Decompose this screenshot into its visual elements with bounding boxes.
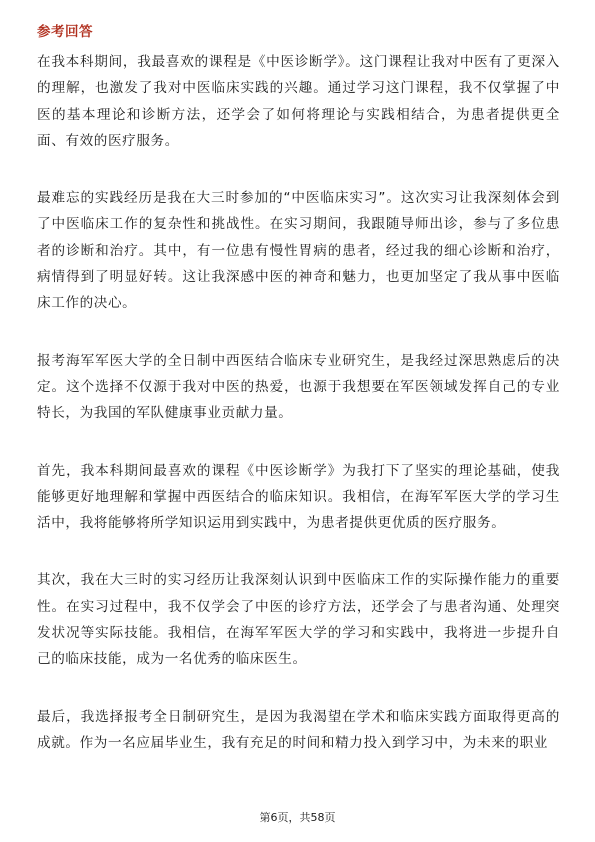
paragraph-favorite-course: 在我本科期间，我最喜欢的课程是《中医诊断学》。这门课程让我对中医有了更深入的理解，也激发了我对中医临床实践的兴趣。通过学习这门课程，我不仅掌握了中医的基本理论和诊断方法，还学会了如何将理论与实践相结合，为患者提供更全面、有效的医疗服务。 — [37, 54, 560, 149]
page-number: 第6页，共58页 — [259, 811, 336, 824]
section-heading: 参考回答 — [37, 24, 93, 40]
paragraph-internship: 最难忘的实践经历是我在大三时参加的“中医临床实习”。这次实习让我深刻体会到了中医临床工作的复杂性和挑战性。在实习期间，我跟随导师出诊，参与了多位患者的诊断和治疗。其中，有一位患有慢性胃病的患者，经过我的细心诊断和治疗，病情得到了明显好转。这让我深感中医的神奇和魅力，也更加坚定了我从事中医临床工作的决心。 — [37, 190, 560, 312]
paragraph-last-reason: 最后，我选择报考全日制研究生，是因为我渴望在学术和临床实践方面取得更高的成就。作为一名应届毕业生，我有充足的时间和精力投入到学习中，为未来的职业 — [37, 708, 560, 751]
answer-body — [37, 49, 560, 756]
paragraph-second-reason: 其次，我在大三时的实习经历让我深刻认识到中医临床工作的实际操作能力的重要性。在实习过程中，我不仅学会了中医的诊疗方法，还学会了与患者沟通、处理突发状况等实际技能。我相信，在海军军医大学的学习和实践中，我将进一步提升自己的临床技能，成为一名优秀的临床医生。 — [37, 572, 560, 668]
paragraph-application-decision: 报考海军军医大学的全日制中西医结合临床专业研究生，是我经过深思熟虑后的决定。这个选择不仅源于我对中医的热爱，也源于我想要在军医领域发挥自己的专业特长，为我国的军队健康事业贡献力量。 — [37, 352, 560, 422]
paragraph-first-reason: 首先，我本科期间最喜欢的课程《中医诊断学》为我打下了坚实的理论基础，使我能够更好地理解和掌握中西医结合的临床知识。我相信，在海军军医大学的学习生活中，我将能够将所学知识运用到实践中，为患者提供更优质的医疗服务。 — [37, 462, 560, 532]
